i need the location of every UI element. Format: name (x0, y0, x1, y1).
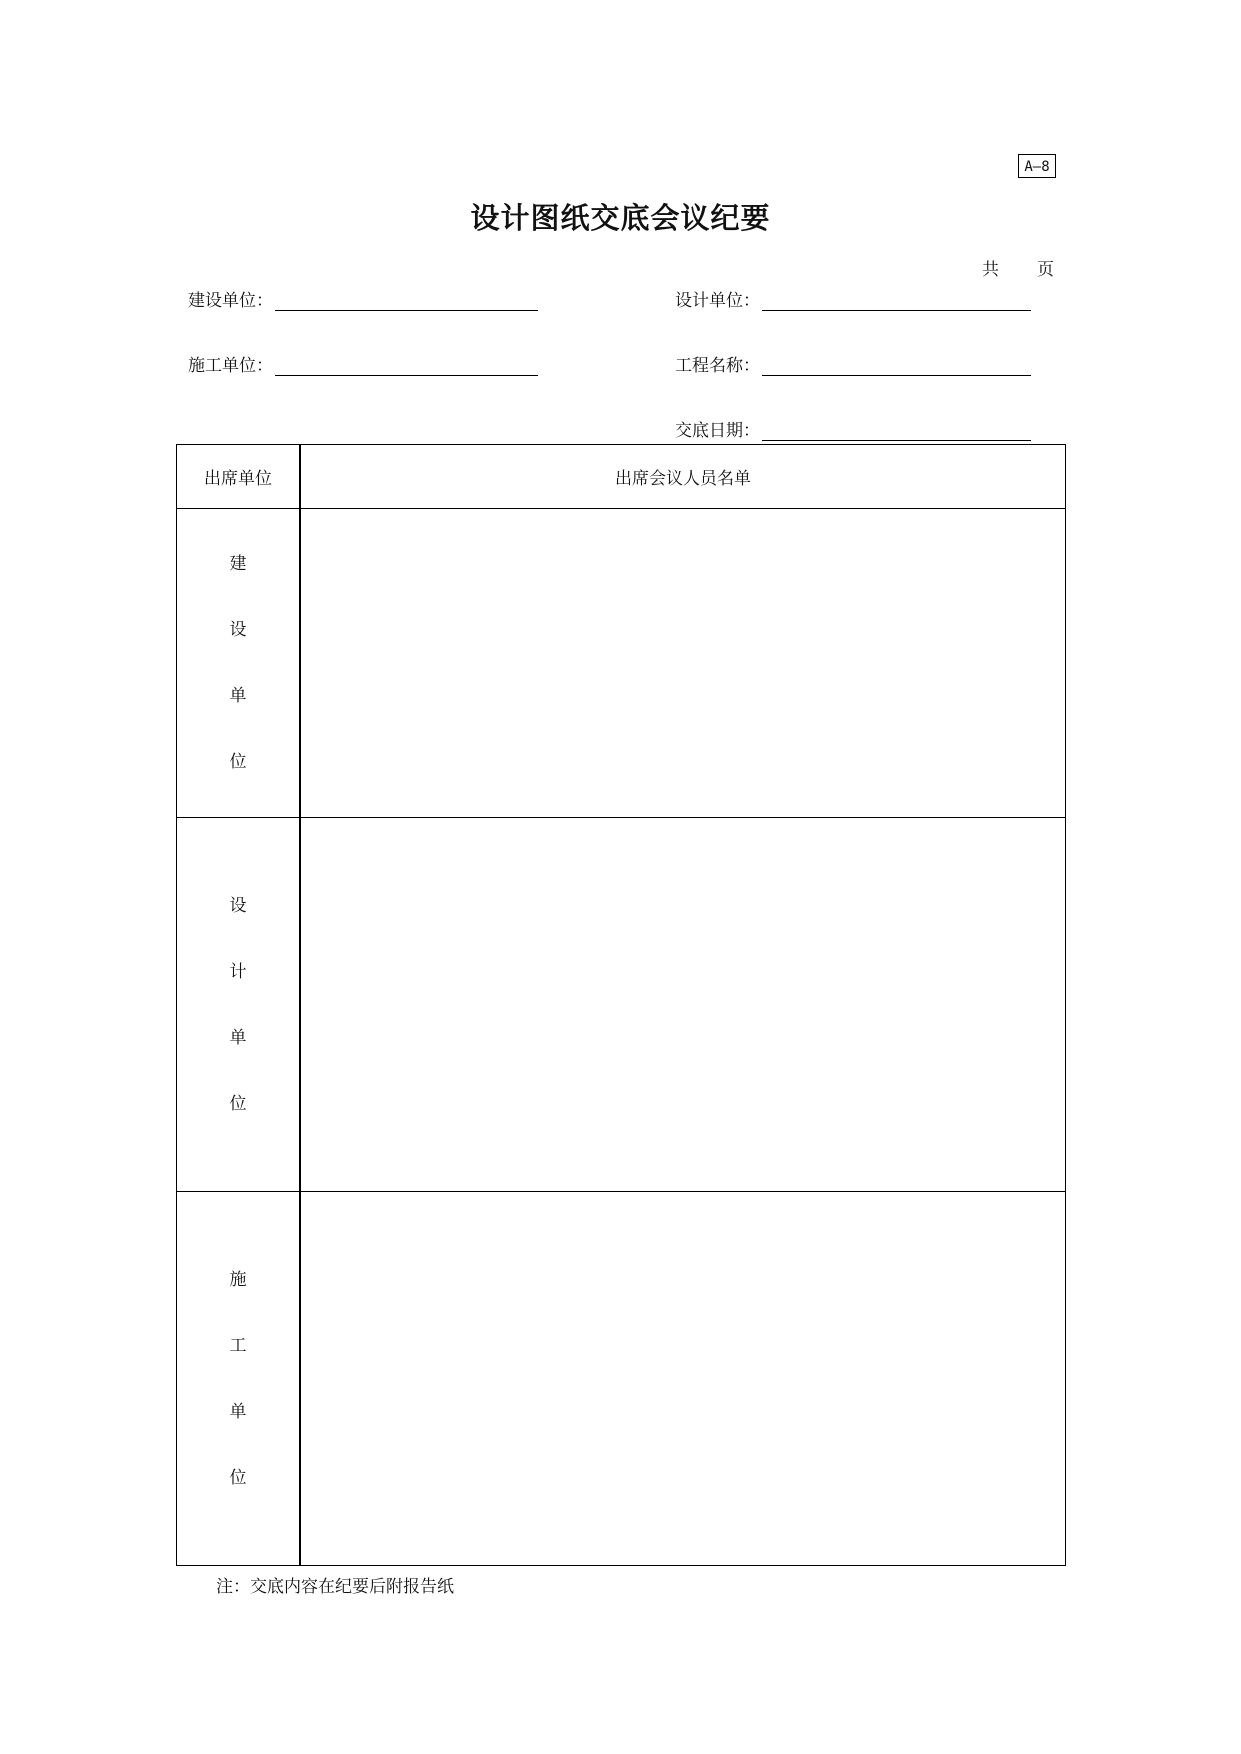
project-name-field[interactable] (675, 351, 1031, 376)
attendees-design-unit-cell[interactable] (300, 818, 1066, 1192)
design-unit-label: 设计单位： (675, 291, 760, 311)
page-count (982, 255, 1054, 280)
page-label: 页 (1037, 260, 1054, 280)
label-char: 设 (229, 620, 247, 640)
design-unit-input-line[interactable] (762, 290, 1031, 311)
form-code: A—8 (1018, 154, 1056, 178)
label-char: 计 (229, 961, 247, 982)
client-unit-input-line[interactable] (275, 290, 538, 311)
attendees-construction-unit-cell[interactable] (300, 1192, 1066, 1566)
page-title: 设计图纸交底会议纪要 (470, 201, 771, 235)
label-char: 单 (229, 686, 247, 706)
row-label-construction-unit (177, 1192, 301, 1566)
row-label-client-unit (177, 509, 301, 818)
handover-date-label: 交底日期： (675, 421, 760, 441)
label-char: 单 (229, 1027, 247, 1048)
label-char: 施 (229, 1269, 247, 1290)
table-row (177, 1192, 1066, 1566)
row-label-design-unit (177, 818, 301, 1192)
page-total-label: 共 (982, 260, 999, 280)
client-unit-label: 建设单位： (188, 291, 273, 311)
client-unit-field[interactable] (188, 286, 538, 311)
footnote: 注：交底内容在纪要后附报告纸 (216, 1577, 454, 1597)
label-char: 建 (229, 554, 247, 574)
label-char: 设 (229, 895, 247, 916)
design-unit-field[interactable] (675, 286, 1031, 311)
project-name-label: 工程名称： (675, 356, 760, 376)
label-char: 单 (229, 1401, 247, 1422)
header-attendees: 出席会议人员名单 (300, 445, 1066, 509)
table-row (177, 509, 1066, 818)
label-char: 工 (229, 1335, 247, 1356)
handover-date-input-line[interactable] (762, 420, 1031, 441)
construction-unit-label: 施工单位： (188, 356, 273, 376)
header-unit: 出席单位 (177, 445, 301, 509)
construction-unit-input-line[interactable] (275, 355, 538, 376)
attendance-table (176, 444, 1066, 1566)
handover-date-field[interactable] (675, 416, 1031, 441)
table-header-row (177, 445, 1066, 509)
construction-unit-field[interactable] (188, 351, 538, 376)
label-char: 位 (229, 1467, 247, 1488)
label-char: 位 (229, 752, 247, 772)
attendees-client-unit-cell[interactable] (300, 509, 1066, 818)
project-name-input-line[interactable] (762, 355, 1031, 376)
table-row (177, 818, 1066, 1192)
label-char: 位 (229, 1093, 247, 1114)
